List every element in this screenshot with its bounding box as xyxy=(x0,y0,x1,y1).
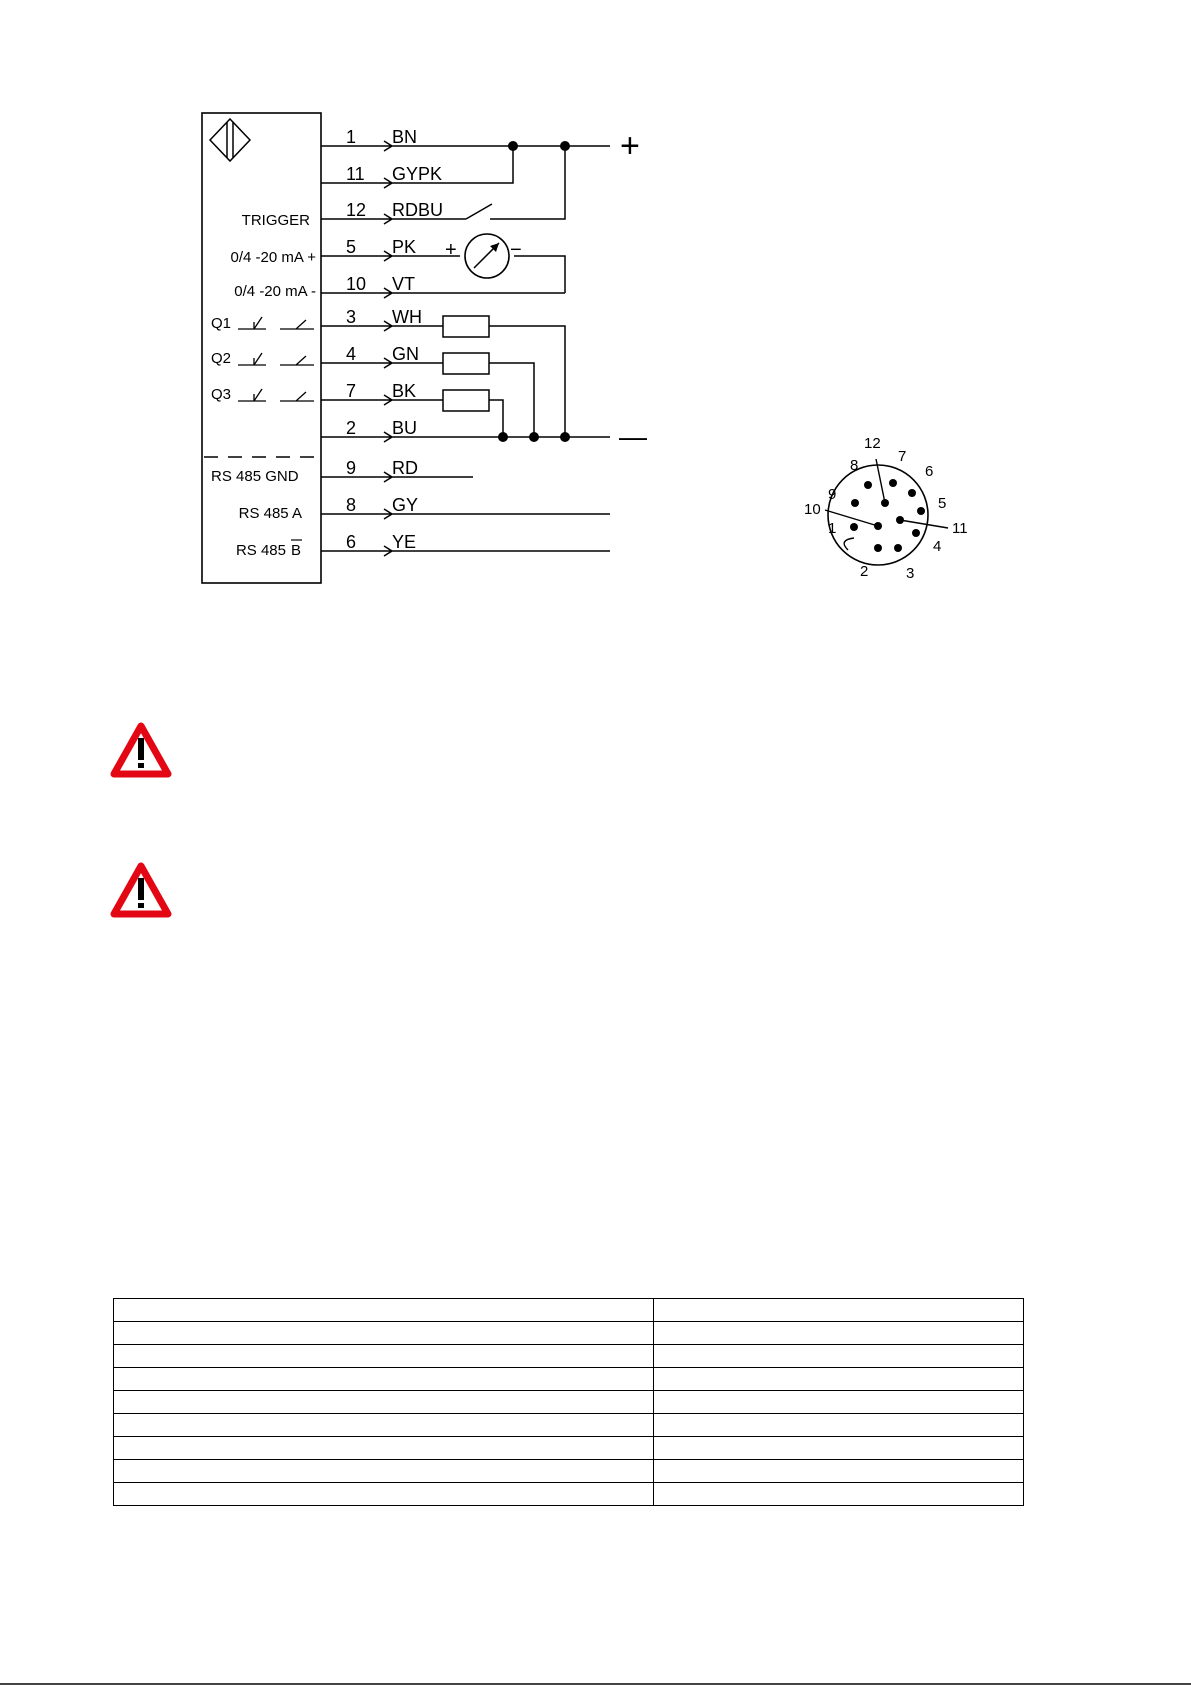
wire-color: GYPK xyxy=(392,164,443,184)
pin-number: 10 xyxy=(346,274,367,294)
ammeter-icon xyxy=(465,234,509,278)
wire-color: BU xyxy=(392,418,418,438)
q2-label: Q2 xyxy=(211,350,232,367)
connector-pin-label: 8 xyxy=(850,457,859,474)
connector-pin-label: 9 xyxy=(828,486,837,503)
table-cell xyxy=(654,1368,1024,1391)
pin-number: 7 xyxy=(346,381,357,401)
table-row xyxy=(114,1368,1024,1391)
table-row xyxy=(114,1460,1024,1483)
table-cell xyxy=(654,1460,1024,1483)
load-resistor xyxy=(443,390,489,411)
pin-number: 9 xyxy=(346,458,357,478)
table-cell xyxy=(654,1345,1024,1368)
pin-number: 5 xyxy=(346,237,357,257)
table-row xyxy=(114,1391,1024,1414)
empty-table xyxy=(113,1298,1024,1506)
wire-color: GY xyxy=(392,495,419,515)
wire-color: YE xyxy=(392,532,417,552)
rs485-a-label: RS 485 A xyxy=(238,505,302,522)
rs485-b-letter: B xyxy=(291,542,302,559)
table-cell xyxy=(114,1322,654,1345)
wire-color: VT xyxy=(392,274,416,294)
pin-number: 12 xyxy=(346,200,367,220)
pin-dots xyxy=(850,479,925,552)
pin-number: 4 xyxy=(346,344,357,364)
table-cell xyxy=(114,1391,654,1414)
pin-numbers xyxy=(346,127,366,552)
connector-pin-label: 10 xyxy=(804,501,821,518)
connector-pin-label: 3 xyxy=(906,565,915,582)
connector-pin-label: 5 xyxy=(938,495,947,512)
table-cell xyxy=(114,1483,654,1506)
table-cell xyxy=(114,1460,654,1483)
load-resistor xyxy=(443,316,489,337)
table-row xyxy=(114,1345,1024,1368)
switch-symbols xyxy=(238,317,314,401)
connector-pin-label: 12 xyxy=(864,435,881,452)
wiring-diagram xyxy=(0,0,1191,620)
wire-color: RD xyxy=(392,458,418,478)
meter-minus: − xyxy=(510,239,522,261)
wire-color: RDBU xyxy=(392,200,444,220)
table-row xyxy=(114,1437,1024,1460)
pin-number: 8 xyxy=(346,495,357,515)
warning-triangle-icon xyxy=(110,862,172,920)
connector-pin-label: 7 xyxy=(898,448,907,465)
pin-number: 6 xyxy=(346,532,357,552)
wire-color: GN xyxy=(392,344,419,364)
table-cell xyxy=(654,1414,1024,1437)
table-cell xyxy=(114,1345,654,1368)
table-cell xyxy=(114,1368,654,1391)
table-row xyxy=(114,1322,1024,1345)
wire-colors xyxy=(392,127,443,552)
supply-minus: — xyxy=(619,421,647,452)
connector-pin-label: 6 xyxy=(925,463,934,480)
connector-key xyxy=(844,538,854,550)
wire-color: WH xyxy=(392,307,422,327)
table-cell xyxy=(114,1437,654,1460)
rs485-b-label: RS 485 xyxy=(235,542,286,559)
pin-number: 2 xyxy=(346,418,357,438)
wire-color: BK xyxy=(392,381,417,401)
table-cell xyxy=(114,1299,654,1322)
table-row xyxy=(114,1414,1024,1437)
supply-plus: + xyxy=(620,127,640,165)
connector-pin-label: 4 xyxy=(933,538,942,555)
pin-number: 3 xyxy=(346,307,357,327)
q1-label: Q1 xyxy=(211,315,232,332)
analog-minus-label: 0/4 -20 mA - xyxy=(234,283,316,300)
load-resistors xyxy=(443,316,489,411)
meter-plus: + xyxy=(445,239,457,261)
table-cell xyxy=(654,1483,1024,1506)
warning-triangle-icon xyxy=(110,722,172,780)
rs485-gnd-label: RS 485 GND xyxy=(211,468,299,485)
table-cell xyxy=(654,1391,1024,1414)
table-cell xyxy=(654,1437,1024,1460)
ultrasonic-sensor-icon xyxy=(210,119,250,161)
table-cell xyxy=(654,1299,1024,1322)
load-resistor xyxy=(443,353,489,374)
table-cell xyxy=(114,1414,654,1437)
pin-number: 1 xyxy=(346,127,357,147)
table-row xyxy=(114,1483,1024,1506)
wire-color: BN xyxy=(392,127,418,147)
wire-color: PK xyxy=(392,237,417,257)
connector-pinout xyxy=(790,430,990,590)
trigger-label: TRIGGER xyxy=(241,212,310,229)
connector-pin-label: 1 xyxy=(828,520,837,537)
analog-plus-label: 0/4 -20 mA + xyxy=(230,249,316,266)
connector-pin-label: 2 xyxy=(860,563,869,580)
table-cell xyxy=(654,1322,1024,1345)
connector-pin-label: 11 xyxy=(952,520,968,537)
table-row xyxy=(114,1299,1024,1322)
pin-number: 11 xyxy=(346,164,365,184)
q3-label: Q3 xyxy=(211,386,232,403)
